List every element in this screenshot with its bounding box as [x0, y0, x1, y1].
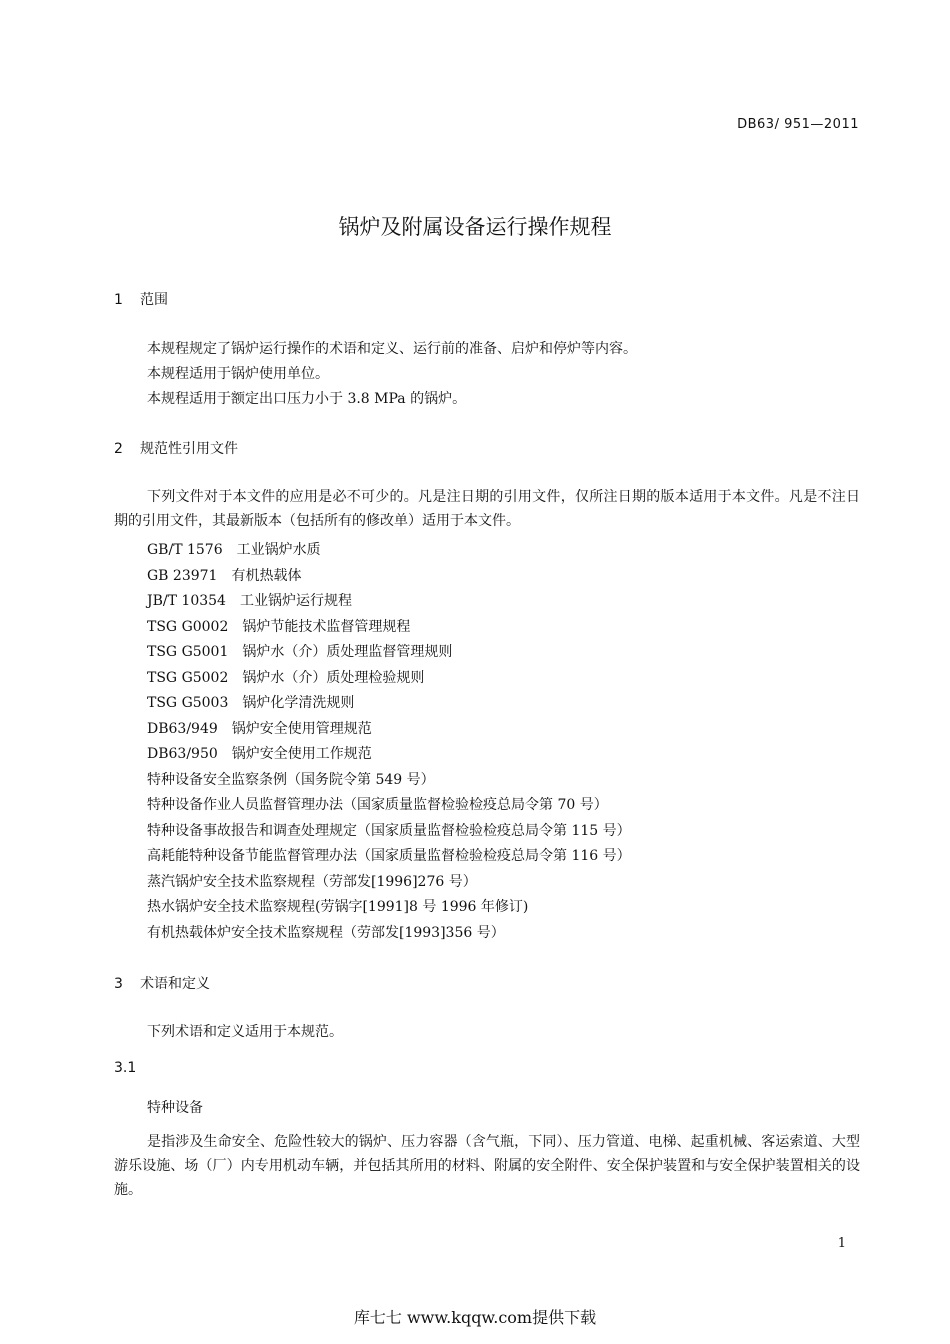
scope-paragraph: 本规程适用于额定出口压力小于 3.8 MPa 的锅炉。: [147, 391, 467, 407]
reference-item: [147, 640, 631, 666]
reference-name: 锅炉水（介）质处理监督管理规则: [242, 644, 453, 660]
section-number: 2: [114, 441, 123, 457]
reference-name: 蒸汽锅炉安全技术监察规程（劳部发[1996]276 号）: [147, 873, 477, 890]
reference-item: [147, 768, 631, 794]
reference-name: 锅炉安全使用工作规范: [231, 746, 372, 762]
section-1-heading: [114, 289, 168, 309]
section-number: 3: [114, 976, 123, 992]
reference-name: 锅炉安全使用管理规范: [231, 720, 372, 737]
reference-name: 特种设备安全监察条例（国务院令第 549 号）: [147, 771, 435, 788]
reference-code: GB/T 1576: [147, 542, 223, 558]
scope-paragraph: 本规程规定了锅炉运行操作的术语和定义、运行前的准备、启炉和停炉等内容。: [147, 341, 637, 357]
reference-item: [147, 895, 631, 921]
document-title: 锅炉及附属设备运行操作规程: [338, 215, 612, 239]
reference-code: DB63/949: [147, 720, 218, 737]
reference-item: [147, 666, 631, 692]
reference-item: [147, 819, 631, 845]
reference-name: 有机热载体炉安全技术监察规程（劳部发[1993]356 号）: [147, 924, 505, 941]
reference-item: [147, 691, 631, 717]
section-title: 规范性引用文件: [140, 441, 238, 457]
reference-name: 高耗能特种设备节能监督管理办法（国家质量监督检验检疫总局令第 116 号）: [147, 848, 631, 864]
section-title: 术语和定义: [140, 976, 210, 992]
reference-item: [147, 742, 631, 768]
reference-code: DB63/950: [147, 746, 218, 762]
document-code: DB63/ 951—2011: [737, 117, 859, 132]
section-2-heading: [114, 438, 238, 458]
reference-name: 锅炉水（介）质处理检验规则: [242, 669, 425, 686]
reference-code: TSG G5001: [147, 644, 229, 660]
reference-name: 特种设备事故报告和调查处理规定（国家质量监督检验检疫总局令第 115 号）: [147, 822, 631, 839]
reference-name: 锅炉化学清洗规则: [242, 695, 355, 711]
reference-code: GB 23971: [147, 567, 218, 584]
reference-item: [147, 589, 631, 615]
reference-name: 锅炉节能技术监督管理规程: [242, 618, 411, 635]
section-number: 1: [114, 292, 123, 308]
reference-item: [147, 921, 631, 947]
reference-code: TSG G0002: [147, 618, 229, 635]
reference-name: 工业锅炉运行规程: [239, 593, 352, 609]
reference-code: TSG G5002: [147, 669, 229, 686]
reference-item: [147, 793, 631, 819]
reference-name: 特种设备作业人员监督管理办法（国家质量监督检验检疫总局令第 70 号）: [147, 797, 608, 813]
footer-watermark: 库七七 www.kqqw.com提供下载: [353, 1308, 597, 1327]
reference-item: [147, 564, 631, 590]
term-title: 特种设备: [147, 1100, 203, 1116]
term-definition: 是指涉及生命安全、危险性较大的锅炉、压力容器（含气瓶，下同）、压力管道、电梯、起重机械、客运索道、大型游乐设施、场（厂）内专用机动车辆，并包括其所用的材料、附属的安全附件、安全保护装置和与安全保护装置相关的设施。: [114, 1134, 860, 1198]
reference-item: [147, 615, 631, 641]
subsection-number: 3.1: [114, 1060, 137, 1076]
reference-name: 热水锅炉安全技术监察规程(劳锅字[1991]8 号 1996 年修订): [147, 899, 529, 915]
terms-intro: 下列术语和定义适用于本规范。: [147, 1024, 343, 1040]
reference-item: [147, 538, 631, 564]
section-3-heading: [114, 973, 210, 993]
scope-paragraph: 本规程适用于锅炉使用单位。: [147, 366, 329, 382]
reference-item: [147, 844, 631, 870]
reference-name: 工业锅炉水质: [236, 542, 321, 558]
reference-list: [147, 538, 631, 946]
reference-item: [147, 870, 631, 896]
references-intro: 下列文件对于本文件的应用是必不可少的。凡是注日期的引用文件，仅所注日期的版本适用于本文件。凡是不注日期的引用文件，其最新版本（包括所有的修改单）适用于本文件。: [114, 489, 860, 529]
section-title: 范围: [140, 292, 168, 308]
reference-code: TSG G5003: [147, 695, 229, 711]
reference-item: [147, 717, 631, 743]
reference-name: 有机热载体: [231, 567, 302, 584]
reference-code: JB/T 10354: [147, 593, 226, 609]
page-number: 1: [837, 1236, 846, 1251]
